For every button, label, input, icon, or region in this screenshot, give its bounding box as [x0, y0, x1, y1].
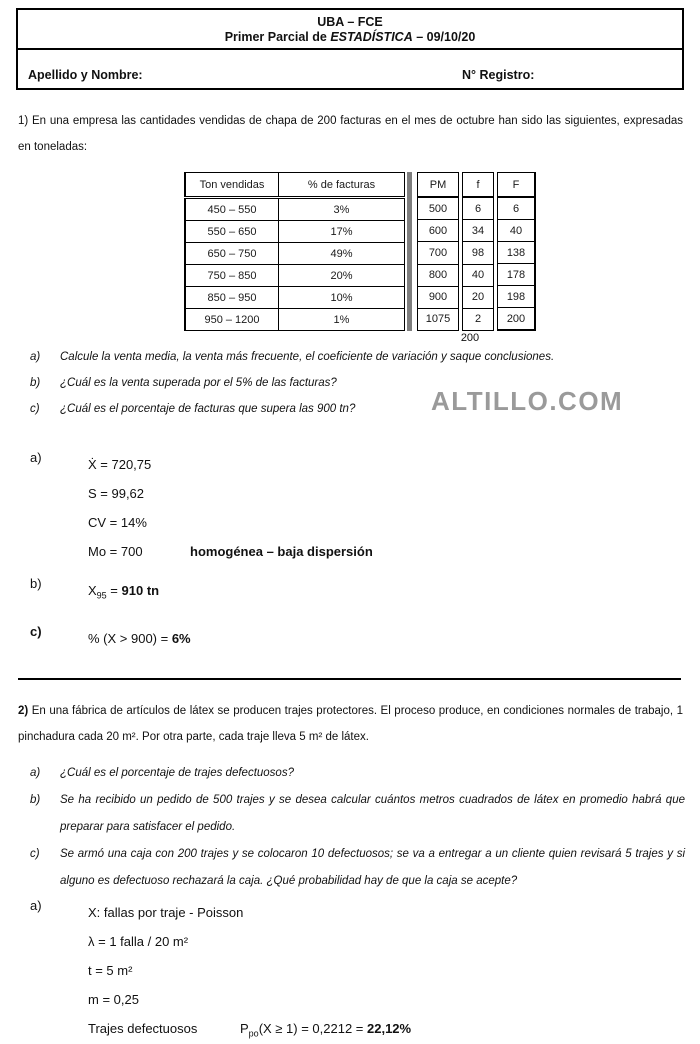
question-text: Calcule la venta media, la venta más frecuente, el coeficiente de variación y saque conclusiones. [60, 351, 555, 363]
question-label: a) [30, 351, 41, 363]
name-field-label: Apellido y Nombre: [28, 68, 143, 82]
table-row [498, 286, 536, 308]
table-header-row [418, 173, 459, 198]
table-cell: 3% [279, 198, 405, 221]
table-column-divider [407, 172, 412, 331]
table-row [498, 197, 536, 220]
answer2a-block [30, 898, 411, 1044]
question-label: c) [30, 403, 40, 415]
table-row [463, 197, 494, 220]
answer2a-m: m = 0,25 [88, 992, 139, 1007]
question-text: ¿Cuál es el porcentaje de facturas que supera las 900 tn? [60, 403, 356, 415]
question-label: b) [30, 794, 41, 806]
table-cell: 750 – 850 [185, 265, 279, 287]
frequency-table-pm-column [417, 172, 459, 331]
table-cell: 34 [463, 220, 494, 242]
answer-mean: Ẋ = 720,75 [88, 457, 152, 472]
problem2-number: 2) [18, 704, 29, 717]
table-row [418, 308, 459, 330]
altillo-watermark: ALTILLO.COM [431, 386, 624, 416]
answer-mode-line [88, 537, 373, 566]
question-label: c) [30, 848, 40, 860]
answer1c-expression: % (X > 900) = [88, 631, 172, 646]
table-row [498, 220, 536, 242]
answer-label: a) [30, 898, 42, 913]
table-cell: 800 [418, 264, 459, 286]
problem2-statement [18, 698, 683, 750]
answer1b-block [30, 576, 159, 611]
answer-label: c) [30, 624, 42, 639]
answer2a-result-line [88, 1014, 411, 1044]
table-cell: 1% [279, 309, 405, 331]
question-item [30, 344, 685, 370]
registry-field-label: N° Registro: [462, 68, 535, 82]
table-header-cell: PM [418, 173, 459, 198]
table-header-cell: Ton vendidas [185, 173, 279, 198]
table-cell: 850 – 950 [185, 287, 279, 309]
title-prefix: Primer Parcial de [224, 30, 331, 44]
problem2-questions [30, 760, 685, 895]
exam-title-line1: UBA – FCE [317, 15, 383, 29]
table-cell: 17% [279, 221, 405, 243]
frequency-total: 200 [460, 332, 480, 344]
answer1b-value: 910 tn [121, 583, 160, 598]
answer1c-line [88, 624, 191, 653]
question-label: a) [30, 767, 41, 779]
answer1a-block [30, 450, 373, 566]
table-row [498, 308, 536, 331]
frequency-table-main [184, 172, 405, 331]
table-cell: 178 [498, 264, 536, 286]
table-cell: 900 [418, 286, 459, 308]
answer2a-lambda: λ = 1 falla / 20 m² [88, 934, 189, 949]
answer-conclusion: homogénea – baja dispersión [190, 544, 373, 559]
answer1a-lines [88, 450, 373, 566]
table-cell: 40 [463, 264, 494, 286]
exam-header-fields [18, 50, 682, 88]
table-row [185, 198, 405, 221]
table-header-row [498, 173, 536, 198]
question-text: ¿Cuál es la venta superada por el 5% de las facturas? [60, 377, 337, 389]
question-label: b) [30, 377, 41, 389]
exam-title-block [18, 10, 682, 50]
table-cell: 600 [418, 220, 459, 242]
table-cell: 40 [498, 220, 536, 242]
title-date: – 09/10/20 [412, 30, 476, 44]
answer1c-value: 6% [171, 631, 191, 646]
table-cell: 950 – 1200 [185, 309, 279, 331]
answer2a-lines [88, 898, 411, 1044]
table-row [498, 242, 536, 264]
table-row [418, 197, 459, 220]
question-item [30, 760, 685, 787]
percentile-sub: 95 [96, 590, 107, 601]
table-row [463, 308, 494, 330]
table-cell: 138 [498, 242, 536, 264]
frequency-table-group [184, 172, 536, 344]
table-row [463, 264, 494, 286]
answer2a-distribution: X: fallas por traje - Poisson [88, 905, 244, 920]
table-cell: 49% [279, 243, 405, 265]
question-item [30, 787, 685, 841]
percentile-var: X [88, 583, 97, 598]
table-cell: 550 – 650 [185, 221, 279, 243]
question-item [30, 841, 685, 895]
poisson-p-sub: po [248, 1028, 259, 1039]
table-row [463, 286, 494, 308]
table-row [463, 242, 494, 264]
table-row [418, 264, 459, 286]
section-divider [18, 678, 681, 680]
title-course-name: ESTADÍSTICA [330, 30, 413, 44]
poisson-result-value: 22,12% [367, 1021, 412, 1036]
question-text: Se armó una caja con 200 trajes y se colocaron 10 defectuosos; se va a entregar a un cliente quien revisará 5 trajes y si alguno es defectuoso rechazará la caja. ¿Qué probabilidad hay de que la caja se acepte? [60, 848, 685, 887]
question-text: ¿Cuál es el porcentaje de trajes defectuosos? [60, 767, 294, 779]
table-cell: 500 [418, 197, 459, 220]
answer1b-line [88, 576, 159, 611]
table-cell: 650 – 750 [185, 243, 279, 265]
frequency-table-F-column [497, 172, 536, 331]
answer-label: a) [30, 450, 42, 465]
question-text: Se ha recibido un pedido de 500 trajes y se desea calcular cuántos metros cuadrados de látex en promedio habrá que preparar para satisfacer el pedido. [60, 794, 685, 833]
table-row [185, 221, 405, 243]
problem1-statement [18, 108, 683, 160]
table-row [185, 309, 405, 331]
table-header-cell: f [463, 173, 494, 198]
table-cell: 20 [463, 286, 494, 308]
table-row [185, 243, 405, 265]
table-cell: 198 [498, 286, 536, 308]
table-header-cell: F [498, 173, 536, 198]
table-row [418, 286, 459, 308]
table-cell: 450 – 550 [185, 198, 279, 221]
answer-cv: CV = 14% [88, 515, 147, 530]
table-row [463, 220, 494, 242]
table-cell: 10% [279, 287, 405, 309]
table-cell: 6 [498, 197, 536, 220]
answer-mode: Mo = 700 [88, 544, 143, 559]
problem2-text: En una fábrica de artículos de látex se producen trajes protectores. El proceso produce, en condiciones normales de trabajo, 1 pinchadura cada 20 m². Por otra parte, cada traje lleva 5 m² de látex. [18, 704, 683, 743]
poisson-expression: (X ≥ 1) = 0,2212 = [258, 1021, 367, 1036]
table-cell: 20% [279, 265, 405, 287]
table-cell: 200 [498, 308, 536, 331]
table-row [185, 287, 405, 309]
table-cell: 700 [418, 242, 459, 264]
table-cell: 6 [463, 197, 494, 220]
problem1-text: En una empresa las cantidades vendidas de chapa de 200 facturas en el mes de octubre han sido las siguientes, expresadas en toneladas: [18, 114, 683, 153]
table-row [418, 220, 459, 242]
table-cell: 2 [463, 308, 494, 330]
answer2a-result-label: Trajes defectuosos [88, 1021, 198, 1036]
frequency-table-f-column [462, 172, 494, 331]
answer-label: b) [30, 576, 42, 591]
answer2a-t: t = 5 m² [88, 963, 133, 978]
table-header-row [185, 173, 405, 198]
problem1-number: 1) [18, 114, 29, 127]
answer1c-block [30, 624, 191, 653]
table-header-cell: % de facturas [279, 173, 405, 198]
table-row [185, 265, 405, 287]
table-row [418, 242, 459, 264]
equals-sign: = [106, 583, 122, 598]
exam-header-box [16, 8, 684, 90]
table-cell: 1075 [418, 308, 459, 330]
answer-stddev: S = 99,62 [88, 486, 145, 501]
table-row [498, 264, 536, 286]
poisson-p: P [240, 1021, 249, 1036]
exam-title-line2 [18, 30, 682, 45]
table-cell: 98 [463, 242, 494, 264]
table-header-row [463, 173, 494, 198]
